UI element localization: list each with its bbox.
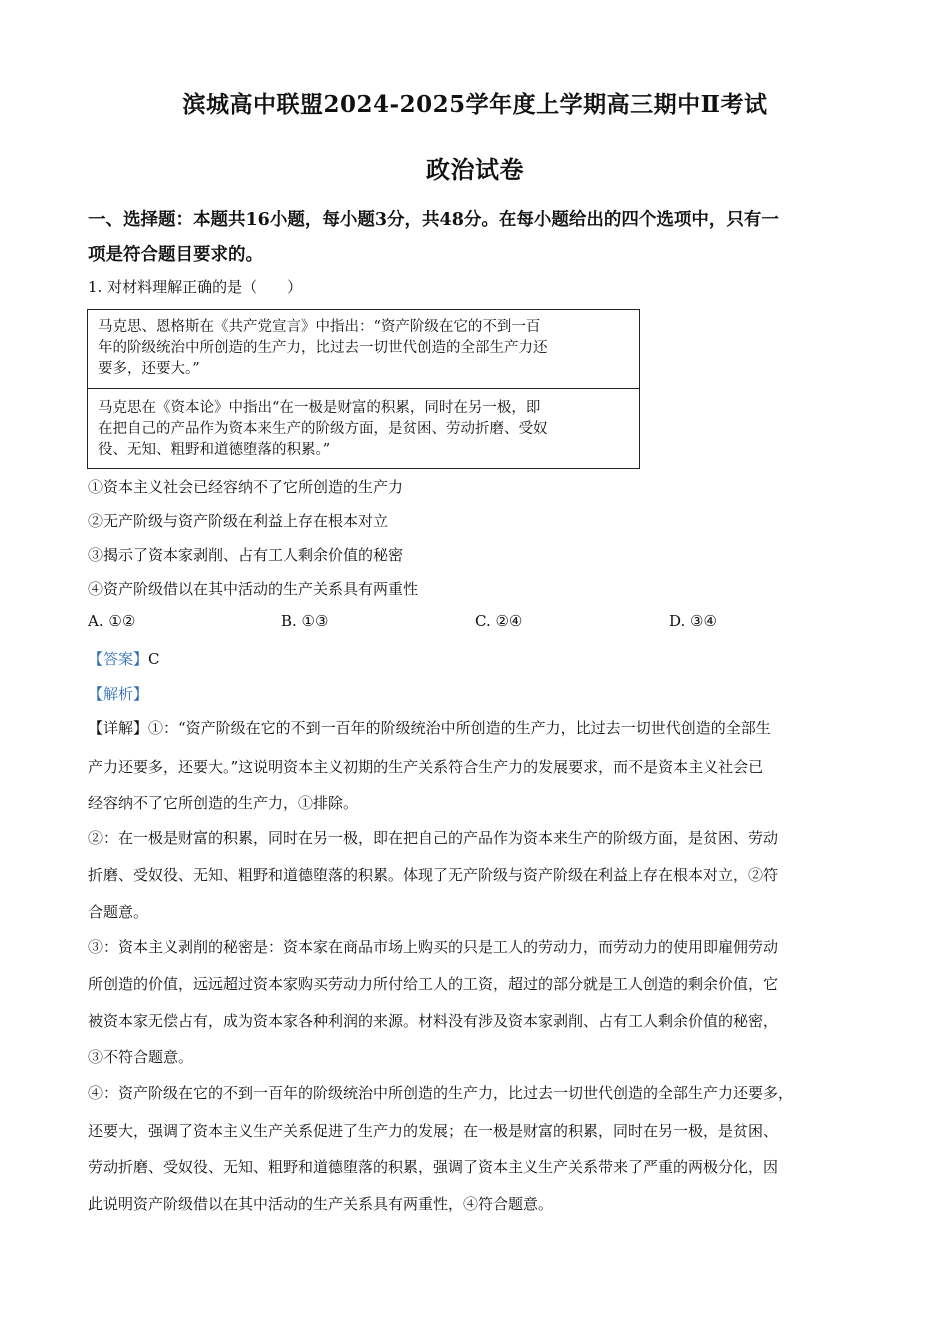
answer-value: C: [148, 650, 160, 668]
quote-2-line: 马克思在《资本论》中指出“在一极是财富的积累，同时在另一极，即: [98, 400, 541, 416]
analysis-line: 所创造的价值，远远超过资本家购买劳动力所付给工人的工资，超过的部分就是工人创造的剩余价值，它: [88, 975, 779, 993]
statement-2: ②无产阶级与资产阶级在利益上存在根本对立: [88, 512, 389, 530]
analysis-text: ①：“资产阶级在它的不到一百年的阶级统治中所创造的生产力，比过去一切世代创造的全部生: [148, 719, 771, 737]
answer-line: [88, 648, 160, 669]
quote-1-line: 马克思、恩格斯在《共产党宣言》中指出：“资产阶级在它的不到一百: [98, 319, 541, 335]
analysis-line: 被资本家无偿占有，成为资本家各种利润的来源。材料没有涉及资本家剥削、占有工人剩余价值的秘密，: [88, 1012, 779, 1030]
option-a: A. ①②: [88, 612, 136, 630]
option-c: C. ②④: [475, 612, 523, 630]
analysis-line: 合题意。: [88, 903, 149, 921]
analysis-line: ③不符合题意。: [88, 1048, 194, 1066]
quote-1-line: 要多，还要大。”: [98, 361, 200, 377]
question-stem: 1. 对材料理解正确的是（ ）: [88, 278, 303, 296]
option-b: B. ①③: [281, 612, 329, 630]
statement-1: ①资本主义社会已经容纳不了它所创造的生产力: [88, 478, 404, 496]
quote-2-line: 在把自己的产品作为资本来生产的阶级方面，是贫困、劳动折磨、受奴: [98, 421, 548, 437]
analysis-line: 此说明资产阶级借以在其中活动的生产关系具有两重性，④符合题意。: [88, 1195, 554, 1213]
subject-title: 政治试卷: [426, 155, 524, 184]
statement-3: ③揭示了资本家剥削、占有工人剩余价值的秘密: [88, 546, 404, 564]
material-quote-1: [88, 317, 639, 380]
analysis-line: [88, 717, 771, 738]
material-table: [87, 309, 640, 469]
analysis-line: ④：资产阶级在它的不到一百年的阶级统治中所创造的生产力，比过去一切世代创造的全部生产力还要多，: [88, 1084, 794, 1102]
analysis-line: 劳动折磨、受奴役、无知、粗野和道德堕落的积累，强调了资本主义生产关系带来了严重的两极分化，因: [88, 1158, 779, 1176]
answer-label: 【答案】: [88, 650, 149, 668]
analysis-line: 折磨、受奴役、无知、粗野和道德堕落的积累。体现了无产阶级与资产阶级在利益上存在根本对立，②符: [88, 866, 779, 884]
analysis-heading: [88, 683, 148, 704]
analysis-line: ③：资本主义剥削的秘密是：资本家在商品市场上购买的只是工人的劳动力，而劳动力的使用即雇佣劳动: [88, 938, 779, 956]
analysis-line: 经容纳不了它所创造的生产力，①排除。: [88, 794, 359, 812]
section-heading-line-2: 项是符合题目要求的。: [88, 245, 263, 265]
analysis-line: ②：在一极是财富的积累，同时在另一极，即在把自己的产品作为资本来生产的阶级方面，是贫困、劳动: [88, 829, 779, 847]
analysis-line: 还要大，强调了资本主义生产关系促进了生产力的发展；在一极是财富的积累，同时在另一极，是贫困、: [88, 1122, 779, 1140]
quote-1-line: 年的阶级统治中所创造的生产力，比过去一切世代创造的全部生产力还: [98, 340, 548, 356]
option-d: D. ③④: [669, 612, 717, 630]
quote-2-line: 役、无知、粗野和道德堕落的积累。”: [98, 442, 331, 458]
section-heading-line-1: 一、选择题：本题共16小题，每小题3分，共48分。在每小题给出的四个选项中，只有一: [88, 210, 779, 230]
analysis-line: 产力还要多，还要大。”这说明资本主义初期的生产关系符合生产力的发展要求，而不是资本主义社会已: [88, 758, 764, 776]
material-quote-2: [88, 388, 639, 470]
statement-4: ④资产阶级借以在其中活动的生产关系具有两重性: [88, 580, 419, 598]
detail-label: 【详解】: [88, 719, 149, 737]
exam-title: 滨城高中联盟2024-2025学年度上学期高三期中Ⅱ考试: [182, 91, 768, 118]
analysis-label: 【解析】: [88, 685, 149, 703]
